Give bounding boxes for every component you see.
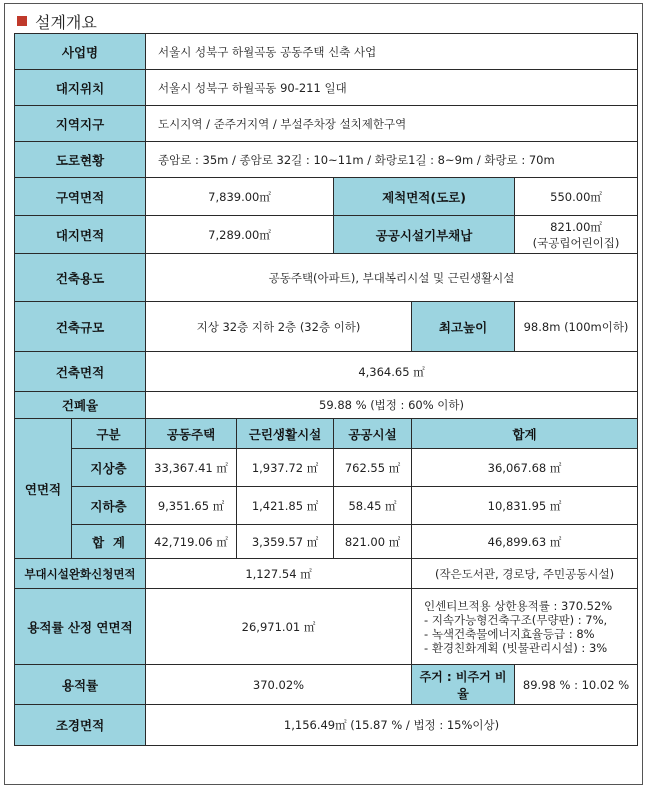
value-business: 서울시 성북구 하월곡동 공동주택 신축 사업 [146,34,638,70]
value-site-location: 서울시 성북구 하월곡동 90-211 일대 [146,70,638,106]
floor-area-total: 10,831.95 ㎡ [412,487,638,525]
label-scale: 건축규모 [15,302,146,352]
value-far: 370.02% [146,665,412,705]
row-far-calc [15,589,638,665]
label-use: 건축용도 [15,254,146,302]
row-landscape [15,705,638,746]
floor-area-header-row [15,419,638,449]
label-landscape: 조경면적 [15,705,146,746]
floor-area-retail: 3,359.57 ㎡ [237,525,334,559]
row-district-area [15,178,638,216]
value-coverage: 59.88 % (법정 : 60% 이하) [146,392,638,419]
far-incentive-notes [412,589,638,665]
label-max-height: 최고높이 [412,302,515,352]
floor-area-row-sum [15,525,638,559]
floor-area-total: 46,899.63 ㎡ [412,525,638,559]
value-ancillary: 1,127.54 ㎡ [146,559,412,589]
public-donation-facility: (국공립어린이집) [532,235,620,250]
value-public-donation [515,216,638,254]
value-landscape: 1,156.49㎡ (15.87 % / 법정 : 15%이상) [146,705,638,746]
title-marker-icon [17,16,27,26]
floor-area-row-below [15,487,638,525]
value-use: 공동주택(아파트), 부대복리시설 및 근린생활시설 [146,254,638,302]
floor-area-header-housing: 공동주택 [146,419,237,449]
value-site-area: 7,289.00㎡ [146,216,334,254]
label-public-donation: 공공시설기부채납 [334,216,515,254]
value-far-calc: 26,971.01 ㎡ [146,589,412,665]
far-note: - 지속가능형건축구조(무량판) : 7%, [424,612,608,627]
label-far-calc: 용적률 산정 연면적 [15,589,146,665]
floor-area-housing: 42,719.06 ㎡ [146,525,237,559]
floor-area-row-name: 지하층 [72,487,146,525]
floor-area-retail: 1,937.72 ㎡ [237,449,334,487]
label-floor-area: 연면적 [15,419,72,559]
label-site-location: 대지위치 [15,70,146,106]
value-scale: 지상 32층 지하 2층 (32층 이하) [146,302,412,352]
section-title-text: 설계개요 [35,12,97,32]
floor-area-total: 36,067.68 ㎡ [412,449,638,487]
floor-area-retail: 1,421.85 ㎡ [237,487,334,525]
row-coverage [15,392,638,419]
floor-area-public: 58.45 ㎡ [334,487,412,525]
row-business [15,34,638,70]
floor-area-row-name: 합 계 [72,525,146,559]
row-use [15,254,638,302]
label-building-area: 건축면적 [15,352,146,392]
floor-area-header-total: 합계 [412,419,638,449]
value-district-area: 7,839.00㎡ [146,178,334,216]
label-zoning: 지역지구 [15,106,146,142]
row-roads [15,142,638,178]
label-site-area: 대지면적 [15,216,146,254]
floor-area-row-above [15,449,638,487]
public-donation-area: 821.00㎡ [550,219,602,234]
floor-area-housing: 9,351.65 ㎡ [146,487,237,525]
far-note: - 녹색건축물에너지효율등급 : 8% [424,626,595,641]
value-max-height: 98.8m (100m이하) [515,302,638,352]
value-zoning: 도시지역 / 준주거지역 / 부설주차장 설치제한구역 [146,106,638,142]
floor-area-header-public: 공공시설 [334,419,412,449]
row-site-area [15,216,638,254]
label-residential-ratio: 주거 : 비주거 비율 [412,665,515,705]
floor-area-row-name: 지상층 [72,449,146,487]
row-building-area [15,352,638,392]
floor-area-housing: 33,367.41 ㎡ [146,449,237,487]
floor-area-public: 762.55 ㎡ [334,449,412,487]
value-residential-ratio: 89.98 % : 10.02 % [515,665,638,705]
value-excluded-area: 550.00㎡ [515,178,638,216]
design-overview-table [14,33,638,746]
label-far: 용적률 [15,665,146,705]
row-scale [15,302,638,352]
floor-area-header-retail: 근린생활시설 [237,419,334,449]
row-ancillary [15,559,638,589]
label-coverage: 건폐율 [15,392,146,419]
floor-area-header-category: 구분 [72,419,146,449]
far-note: - 환경친화계획 (빗물관리시설) : 3% [424,640,608,655]
value-ancillary-facilities: (작은도서관, 경로당, 주민공동시설) [412,559,638,589]
label-district-area: 구역면적 [15,178,146,216]
row-far [15,665,638,705]
far-note: 인센티브적용 상한용적률 : 370.52% [424,598,613,613]
row-zoning [15,106,638,142]
label-roads: 도로현황 [15,142,146,178]
section-title [17,10,97,32]
value-roads: 종암로 : 35m / 종암로 32길 : 10~11m / 화랑로1길 : 8~9m / 화랑로 : 70m [146,142,638,178]
floor-area-public: 821.00 ㎡ [334,525,412,559]
value-building-area: 4,364.65 ㎡ [146,352,638,392]
row-site-location [15,70,638,106]
label-business: 사업명 [15,34,146,70]
label-ancillary: 부대시설완화신청면적 [15,559,146,589]
label-excluded-area: 제척면적(도로) [334,178,515,216]
